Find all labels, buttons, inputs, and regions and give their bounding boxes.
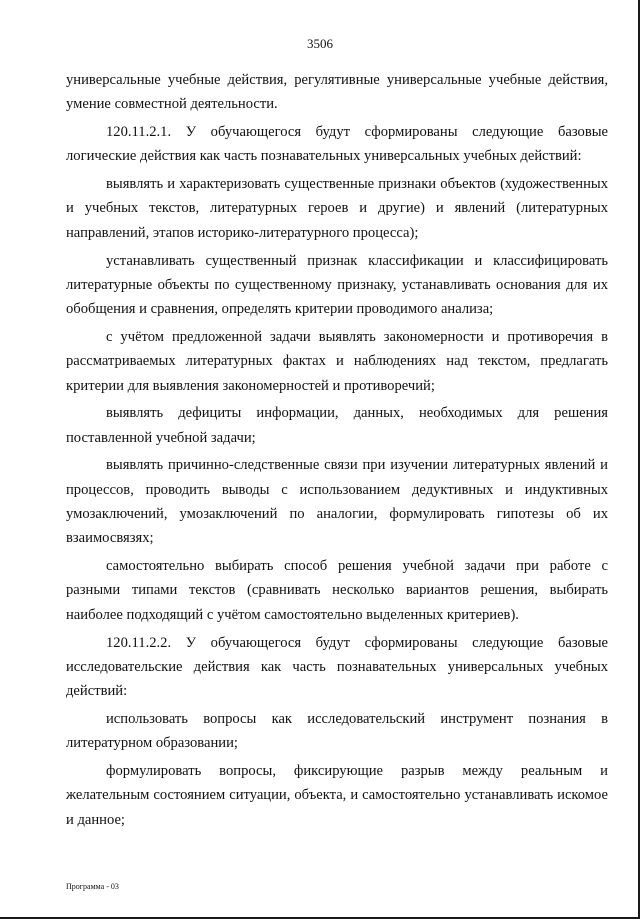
paragraph-item: с учётом предложенной задачи выявлять закономерности и противоречия в рассматриваемых литературных фактах и наблюдениях над текстом, предлагать критерии для выявления закономерностей и противоречий; [66, 328, 608, 394]
paragraph-continuation: универсальные учебные действия, регулятивные универсальные учебные действия, умение совместной деятельности. [66, 72, 608, 113]
page-number: 3506 [307, 36, 333, 51]
paragraph-item: устанавливать существенный признак классификации и классифицировать литературные объекты по существенному признаку, устанавливать основания для их обобщения и сравнения, определять критерии проводимого анализа; [66, 252, 608, 318]
page-footer: Программа - 03 [66, 882, 119, 891]
document-body [66, 68, 608, 832]
paragraph-item: выявлять дефициты информации, данных, необходимых для решения поставленной учебной задачи; [66, 405, 608, 446]
paragraph-item: самостоятельно выбирать способ решения учебной задачи при работе с разными типами текстов (сравнивать несколько вариантов решения, выбирать наиболее подходящий с учётом самостоятельно выделенных критериев). [66, 558, 608, 623]
paragraph-section-120-11-2-1: 120.11.2.1. У обучающегося будут сформированы следующие базовые логические действия как часть познавательных универсальных учебных действий: [66, 124, 608, 165]
paragraph-item: формулировать вопросы, фиксирующие разрыв между реальным и желательным состоянием ситуации, объекта, и самостоятельно устанавливать искомое и данное; [66, 763, 608, 828]
paragraph-item: выявлять и характеризовать существенные признаки объектов (художественных и учебных текстов, литературных героев и другие) и явлений (литературных направлений, этапов историко-литературного процесса); [66, 176, 608, 241]
paragraph-item: использовать вопросы как исследовательский инструмент познания в литературном образовании; [66, 710, 608, 752]
paragraph-section-120-11-2-2: 120.11.2.2. У обучающегося будут сформированы следующие базовые исследовательские действия как часть познавательных универсальных учебных действий: [66, 634, 608, 700]
paragraph-item: выявлять причинно-следственные связи при изучении литературных явлений и процессов, проводить выводы с использованием дедуктивных и индуктивных умозаключений, умозаключений по аналогии, формулировать гипотезы об их взаимосвязях; [66, 457, 608, 547]
